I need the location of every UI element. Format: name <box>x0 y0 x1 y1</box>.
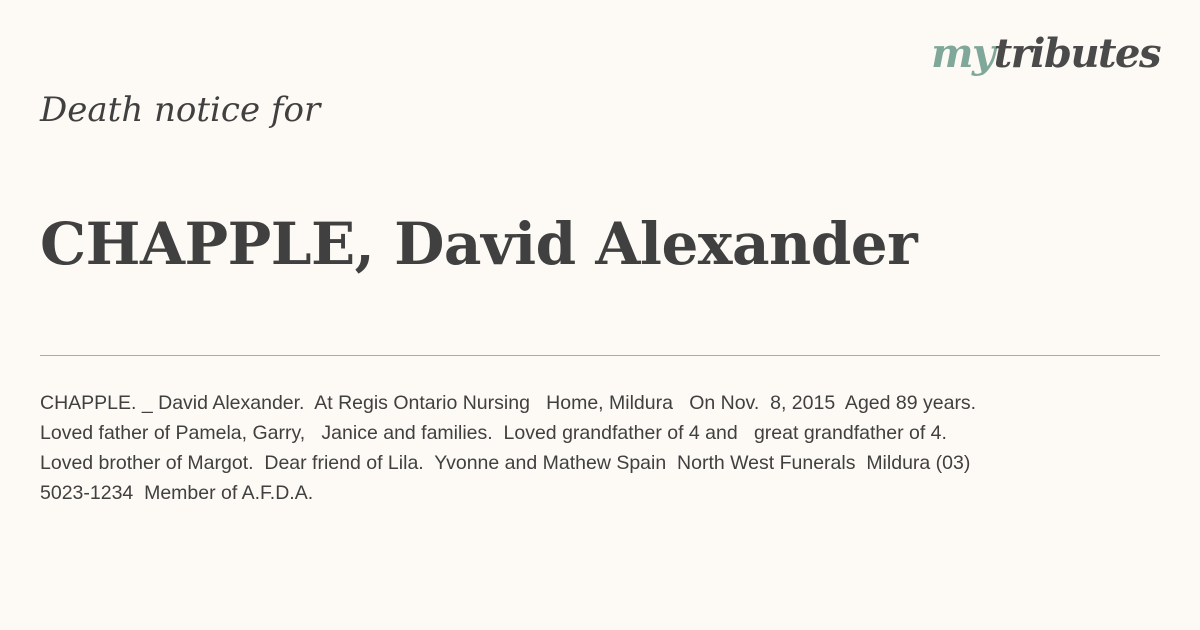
notice-body <box>40 388 1120 508</box>
mytributes-logo[interactable] <box>931 30 1160 77</box>
notice-label: Death notice for <box>40 90 321 130</box>
notice-body-line: 5023-1234 Member of A.F.D.A. <box>40 482 314 504</box>
divider <box>40 355 1160 356</box>
notice-body-line: Loved father of Pamela, Garry, Janice and families. Loved grandfather of 4 and great grandfather of 4. <box>40 422 947 444</box>
logo-my-text: my <box>931 30 994 77</box>
deceased-name: CHAPPLE, David Alexander <box>40 210 918 278</box>
notice-body-line: CHAPPLE. _ David Alexander. At Regis Ontario Nursing Home, Mildura On Nov. 8, 2015 Aged 89 years. <box>40 392 977 414</box>
logo-tributes-text: tributes <box>993 30 1160 77</box>
notice-body-line: Loved brother of Margot. Dear friend of Lila. Yvonne and Mathew Spain North West Funerals Mildura (03) <box>40 452 971 474</box>
